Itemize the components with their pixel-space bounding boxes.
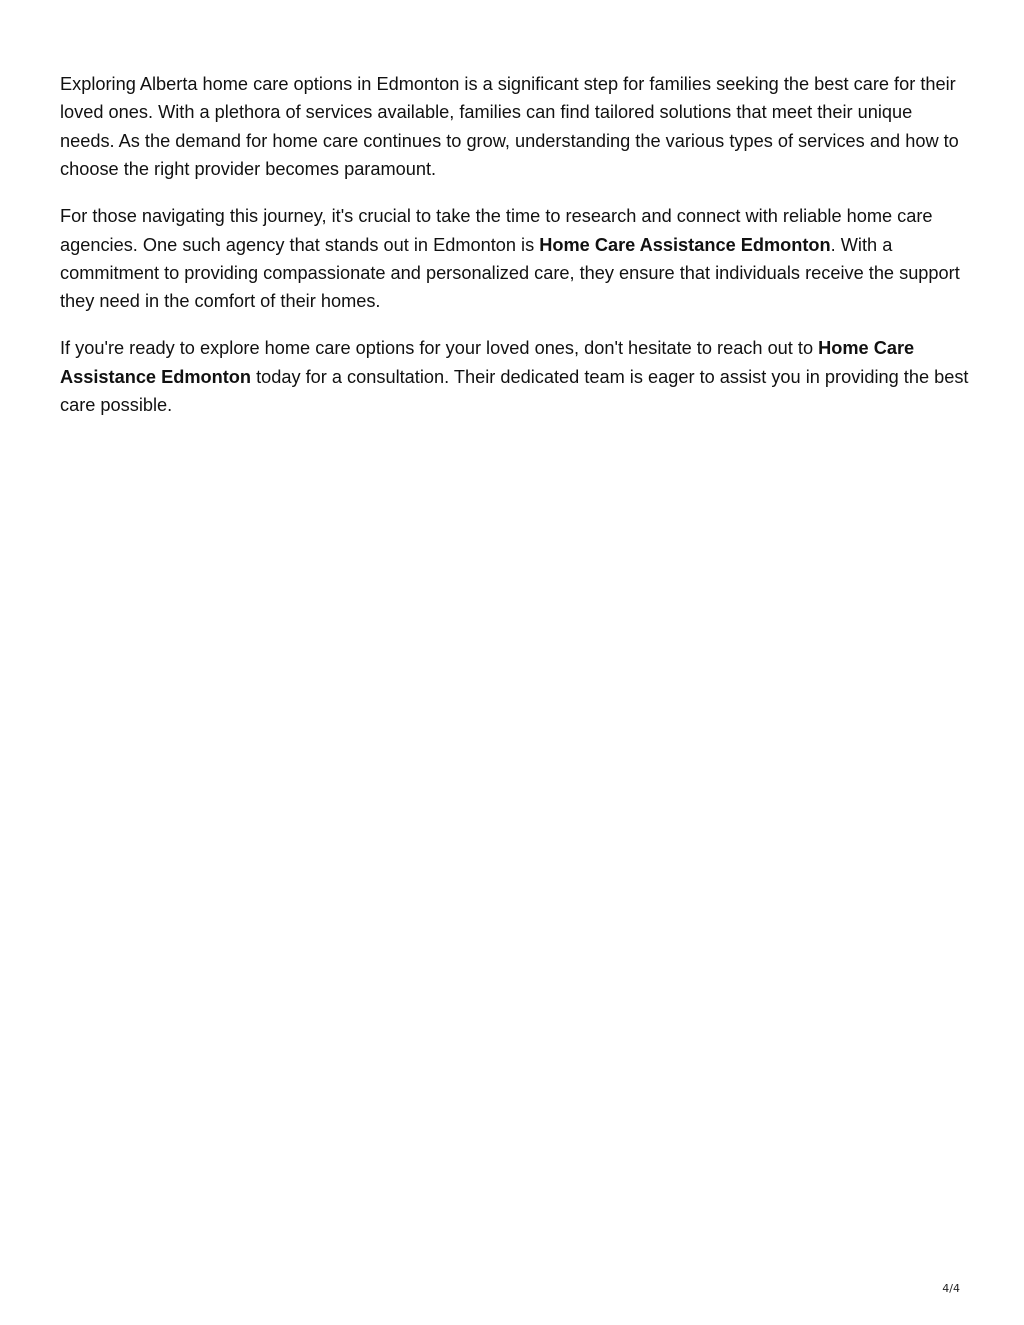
paragraph-agency-text-after: . With a commitment to providing compassionate and personalized care, they ensure that individuals receive the support they need in the comfort of their homes. [60, 234, 960, 312]
paragraph-cta-text-after: today for a consultation. Their dedicated team is eager to assist you in providing the best care possible. [60, 366, 969, 416]
paragraph-intro-text: Exploring Alberta home care options in Edmonton is a significant step for families seeking the best care for their loved ones. With a plethora of services available, families can find tailored solutions that meet their unique needs. As the demand for home care continues to grow, understanding the various types of services and how to choose the right provider becomes paramount. [60, 74, 959, 180]
agency-name-bold: Home Care Assistance Edmonton [60, 338, 915, 387]
article-body [60, 70, 970, 438]
paragraph-agency-text-before: For those navigating this journey, it's crucial to take the time to research and connect with reliable home care agencies. One such agency that stands out in Edmonton is [60, 206, 933, 255]
paragraph-agency [60, 202, 970, 316]
paragraph-intro [60, 70, 970, 184]
agency-name-bold: Home Care Assistance Edmonton [539, 234, 831, 255]
paragraph-call-to-action [60, 334, 970, 419]
paragraph-cta-text-before: If you're ready to explore home care options for your loved ones, don't hesitate to reach out to [60, 338, 819, 359]
page-number: 4/4 [942, 1282, 960, 1295]
